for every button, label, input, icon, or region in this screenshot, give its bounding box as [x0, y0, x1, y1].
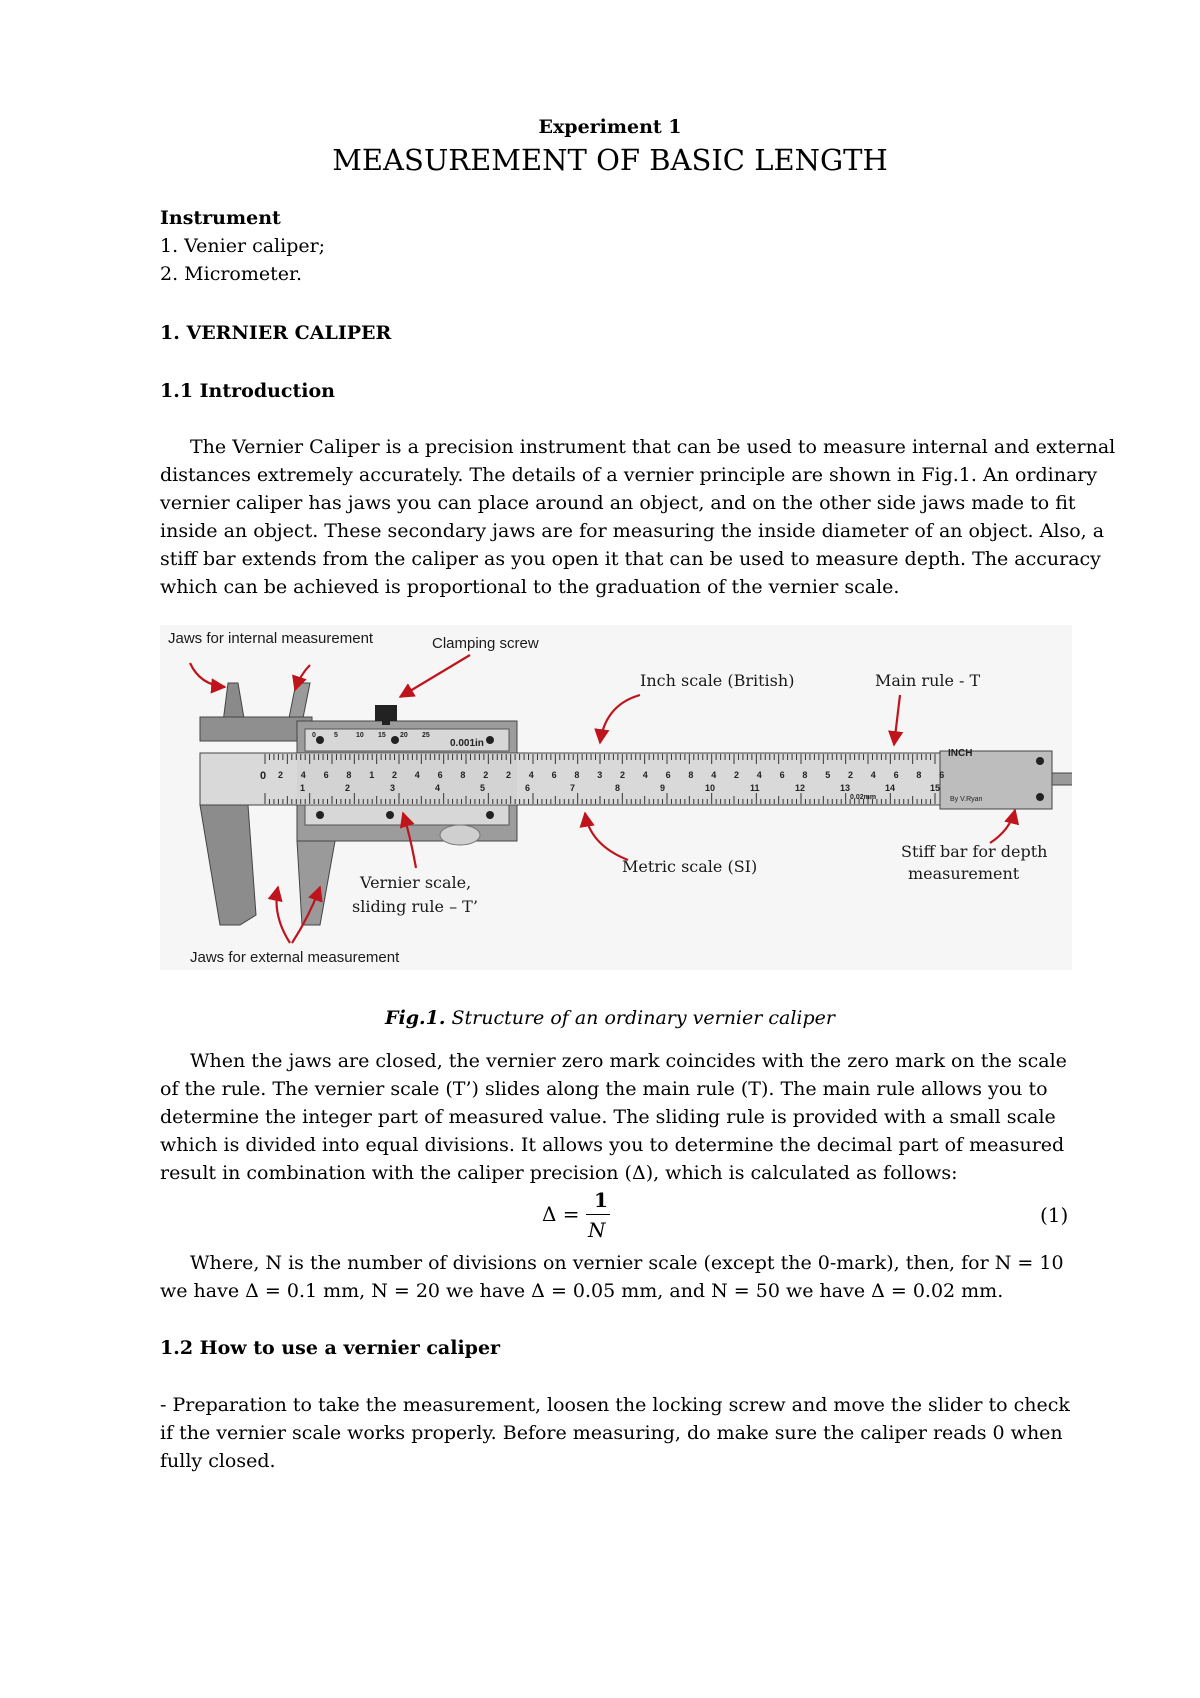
vernier-number: 20 — [400, 732, 408, 739]
figure-caption-number: Fig.1. — [385, 1007, 446, 1029]
label-depth-measurement: measurement — [908, 864, 1020, 883]
instrument-item: 1. Venier caliper; — [160, 235, 326, 257]
intro-line: inside an object. These secondary jaws are for measuring the inside diameter of an object. Also, a — [160, 520, 1105, 542]
inch-scale-number: 2 — [392, 770, 398, 780]
intro-line: The Vernier Caliper is a precision instrument that can be used to measure internal and external — [190, 436, 1116, 458]
label-inch-scale: Inch scale (British) — [640, 671, 795, 690]
inch-scale-number: 8 — [916, 770, 922, 780]
instrument-item: 2. Micrometer. — [160, 263, 303, 285]
label-stiff-bar: Stiff bar for depth — [901, 842, 1048, 861]
experiment-label: Experiment 1 — [538, 116, 682, 138]
equation-numerator: 1 — [594, 1188, 608, 1212]
use-line: fully closed. — [160, 1450, 276, 1472]
intro-line: distances extremely accurately. The details of a vernier principle are shown in Fig.1. An ordinary — [160, 464, 1098, 486]
para-line: which is divided into equal divisions. It allows you to determine the decimal part of measured — [160, 1134, 1065, 1156]
metric-scale-number: 15 — [930, 783, 941, 793]
vernier-number: 5 — [334, 732, 338, 739]
para-line: result in combination with the caliper precision (Δ), which is calculated as follows: — [160, 1162, 958, 1184]
intro-line: stiff bar extends from the caliper as you open it that can be used to measure depth. The accuracy — [160, 548, 1101, 570]
label-jaws-external: Jaws for external measurement — [190, 949, 400, 966]
where-line: we have Δ = 0.1 mm, N = 20 we have Δ = 0.05 mm, and N = 50 we have Δ = 0.02 mm. — [160, 1280, 1004, 1302]
vernier-number: 10 — [356, 732, 364, 739]
subsection-heading-introduction: 1.1 Introduction — [160, 380, 335, 402]
use-line: - Preparation to take the measurement, loosen the locking screw and move the slider to check — [160, 1394, 1070, 1416]
inch-scale-number: 2 — [734, 770, 740, 780]
inch-scale-number: 1 — [369, 770, 375, 780]
inch-scale-number: 3 — [597, 770, 603, 780]
metric-scale-number: 8 — [615, 783, 621, 793]
figure-caption-text: Structure of an ordinary vernier caliper — [445, 1007, 835, 1029]
metric-scale-number: 10 — [705, 783, 716, 793]
instrument-heading: Instrument — [160, 207, 281, 229]
inch-scale-number: 2 — [620, 770, 626, 780]
vernier-number: 15 — [378, 732, 386, 739]
inch-scale-number: 4 — [711, 770, 717, 780]
label-main-rule: Main rule - T — [875, 671, 981, 690]
metric-scale-number: 4 — [435, 783, 441, 793]
label-clamping-screw: Clamping screw — [432, 635, 539, 652]
inch-scale-number: 4 — [870, 770, 876, 780]
label-metric-scale: Metric scale (SI) — [622, 857, 758, 876]
thousandth-label: 0.001in — [450, 738, 484, 749]
inch-scale-number: 8 — [460, 770, 466, 780]
inch-scale-number: 6 — [551, 770, 557, 780]
inch-scale-number: 6 — [665, 770, 671, 780]
use-line: if the vernier scale works properly. Before measuring, do make sure the caliper reads 0 when — [160, 1422, 1063, 1444]
inch-scale-number: 4 — [756, 770, 762, 780]
section-heading-vernier: 1. VERNIER CALIPER — [160, 322, 392, 344]
metric-scale-number: 6 — [525, 783, 531, 793]
inch-scale-number: 8 — [574, 770, 580, 780]
metric-scale-number: 14 — [885, 783, 896, 793]
credit-text: By V.Ryan — [950, 796, 983, 803]
metric-scale-number: 7 — [570, 783, 576, 793]
subsection-heading-how-to-use: 1.2 How to use a vernier caliper — [160, 1337, 501, 1359]
metric-scale-number: 11 — [750, 783, 760, 793]
inch-scale-number: 5 — [825, 770, 831, 780]
inch-scale-number: 2 — [506, 770, 512, 780]
inch-scale-number: 6 — [779, 770, 785, 780]
inch-scale-number: 8 — [346, 770, 352, 780]
depth-bar — [1052, 773, 1072, 785]
metric-scale-number: 12 — [795, 783, 806, 793]
metric-scale-number: 9 — [660, 783, 666, 793]
label-vernier-scale: Vernier scale, — [360, 873, 472, 892]
figure-caption — [0, 1007, 1200, 1029]
vernier-caliper-figure — [160, 625, 1072, 970]
equation-number: (1) — [1040, 1203, 1069, 1227]
zero-mark: 0 — [260, 770, 267, 782]
para-line: When the jaws are closed, the vernier zero mark coincides with the zero mark on the scale — [190, 1050, 1067, 1072]
inch-scale-number: 8 — [688, 770, 694, 780]
intro-line: vernier caliper has jaws you can place around an object, and on the other side jaws made to fit — [160, 492, 1076, 514]
inch-scale-number: 4 — [642, 770, 648, 780]
equation-denominator: N — [588, 1218, 606, 1242]
inch-scale-number: 6 — [939, 770, 945, 780]
inch-scale-number: 6 — [893, 770, 899, 780]
equation-fraction-bar — [586, 1214, 610, 1215]
metric-scale-number: 2 — [345, 783, 351, 793]
inch-scale-number: 6 — [323, 770, 329, 780]
intro-line: which can be achieved is proportional to the graduation of the vernier scale. — [160, 576, 900, 598]
inch-scale-number: 6 — [437, 770, 443, 780]
equation-lhs: Δ = — [542, 1202, 580, 1226]
vernier-number: 25 — [422, 732, 430, 739]
para-line: determine the integer part of measured value. The sliding rule is provided with a small scale — [160, 1106, 1056, 1128]
inch-scale-number: 2 — [483, 770, 489, 780]
inch-scale-number: 4 — [414, 770, 420, 780]
metric-scale-number: 5 — [480, 783, 486, 793]
inch-scale-number: 8 — [802, 770, 808, 780]
label-sliding-rule: sliding rule – T’ — [352, 897, 478, 916]
inch-scale-number: 2 — [278, 770, 284, 780]
vernier-caliper-diagram — [160, 625, 1072, 970]
vernier-bottom-plate — [305, 805, 509, 825]
inch-scale-number: 2 — [848, 770, 854, 780]
mm-marker: 0.02mm — [850, 794, 877, 801]
inch-scale-number: 4 — [528, 770, 534, 780]
metric-scale-number: 13 — [840, 783, 851, 793]
metric-scale-number: 1 — [300, 783, 306, 793]
metric-scale-number: 3 — [390, 783, 396, 793]
page-title: MEASUREMENT OF BASIC LENGTH — [332, 143, 888, 177]
para-line: of the rule. The vernier scale (T’) slides along the main rule (T). The main rule allows you to — [160, 1078, 1048, 1100]
vernier-number: 0 — [312, 732, 316, 739]
inch-scale-number: 4 — [300, 770, 306, 780]
where-line: Where, N is the number of divisions on vernier scale (except the 0-mark), then, for N = 10 — [190, 1252, 1064, 1274]
inch-marker: INCH — [948, 748, 973, 759]
label-jaws-internal: Jaws for internal measurement — [168, 630, 374, 647]
